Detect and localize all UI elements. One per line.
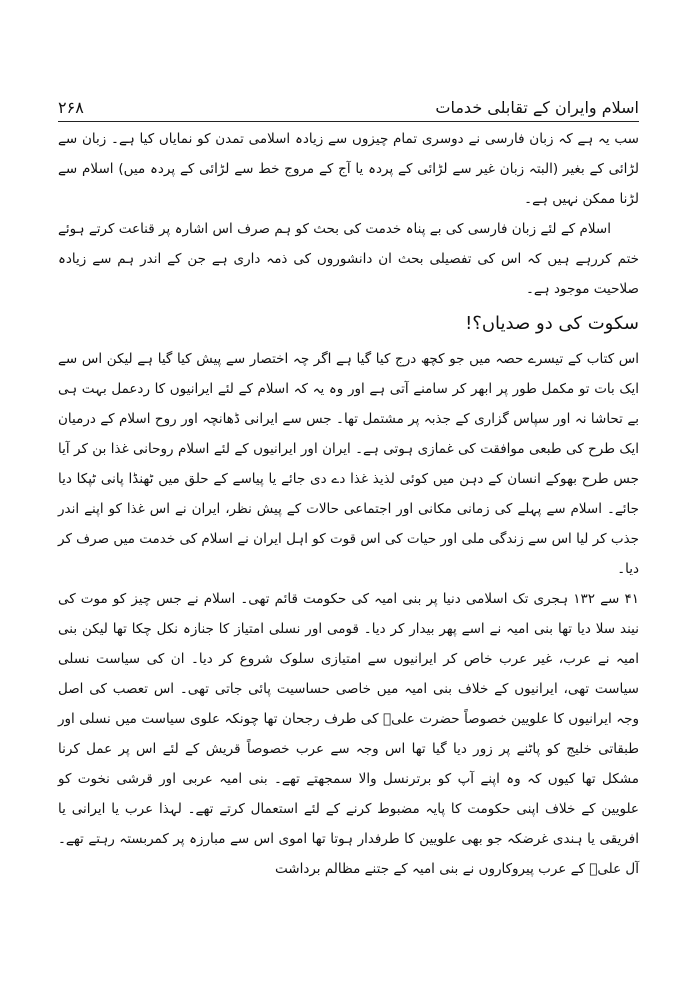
paragraph: سب یہ ہے کہ زبان فارسی نے دوسری تمام چیزوں سے زیادہ اسلامی تمدن کو نمایاں کیا ہے۔ زبان سے لڑائی کے بغیر (البتہ زبان غیر سے لڑائی کے پردہ یا آج کے مروج خط سے لڑائی کے پردہ میں) اسلام سے لڑنا ممکن نہیں ہے۔: [58, 131, 639, 207]
running-header: [58, 88, 639, 122]
body-text: [58, 124, 639, 884]
paragraph: اسلام کے لئے زبان فارسی کی بے پناہ خدمت کی بحث کو ہم صرف اس اشارہ پر قناعت کرتے ہوئے ختم کررہے ہیں کہ اس کی تفصیلی بحث ان دانشوروں کی ذمہ داری ہے جن کے اندر ہم سے زیادہ صلاحیت موجود ہے۔: [58, 221, 639, 297]
page-number: ۲۶۸: [58, 98, 84, 117]
paragraph: ۴۱ سے ۱۳۲ ہجری تک اسلامی دنیا پر بنی امیہ کی حکومت قائم تھی۔ اسلام نے جس چیز کو موت کی نیند سلا دیا تھا بنی امیہ نے اسے پھر بیدار کر دیا۔ قومی اور نسلی امتیاز کا جنازہ نکل چکا تھا لیکن بنی امیہ نے عرب، غیر عرب خاص کر ایرانیوں سے امتیازی سلوک شروع کر دیا۔ ان کی سیاست نسلی سیاست تھی، ایرانیوں کے خلاف بنی امیہ میں خاصی حساسیت پائی جاتی تھی۔ اس تعصب کی اصل وجہ ایرانیوں کا علویین خصوصاً حضرت علیؑ کی طرف رجحان تھا چونکہ علوی سیاست میں نسلی اور طبقاتی خلیج کو پاٹنے پر زور دیا گیا تھا اس وجہ سے عرب خصوصاً قریش کے لئے اس پر عمل کرنا مشکل تھا کیوں کہ وہ اپنے آپ کو برترنسل والا سمجھتے تھے۔ بنی امیہ عربی اور قرشی نخوت کو علویین کے خلاف اپنی حکومت کا پایہ مضبوط کرنے کے لئے استعمال کرتے تھے۔ لہذا عرب یا ایرانی یا افریقی یا ہندی غرضکہ جو بھی علویین کا طرفدار ہوتا تھا اموی اس سے مبارزہ پر کمربستہ رہتے تھے۔ آل علیؑ کے عرب پیروکاروں نے بنی امیہ کے جتنے مظالم برداشت: [58, 591, 639, 877]
section-heading: سکوت کی دو صدیاں؟!: [465, 313, 639, 334]
running-title: اسلام وایران کے تقابلی خدمات: [435, 98, 639, 117]
paragraph: اس کتاب کے تیسرے حصہ میں جو کچھ درج کیا گیا ہے اگر چہ اختصار سے پیش کیا گیا ہے لیکن اس سے ایک بات تو مکمل طور پر ابھر کر سامنے آتی ہے اور وہ یہ کہ اسلام کے لئے ایرانیوں کا ردعمل بہت ہی بے تحاشا نہ اور سپاس گزاری کے جذبہ پر مشتمل تھا۔ جس سے ایرانی ڈھانچہ اور روح اسلام کے درمیان ایک طرح کی طبعی موافقت کی غمازی ہوتی ہے۔ ایران اور ایرانیوں کے لئے اسلام روحانی غذا بن کر آیا جس طرح بھوکے انسان کے دہن میں کوئی لذیذ غذا دے دی جائے یا پیاسے کے حلق میں ٹھنڈا پانی ٹپکا دیا جائے۔ اسلام سے پہلے کی زمانی مکانی اور اجتماعی حالات کے پیش نظر، ایران نے اس غذا کو اپنے اندر جذب کر لیا اس سے زندگی ملی اور حیات کی اس قوت کو اہل ایران نے اسلام کی خدمت میں صرف کر دیا۔: [58, 351, 639, 577]
